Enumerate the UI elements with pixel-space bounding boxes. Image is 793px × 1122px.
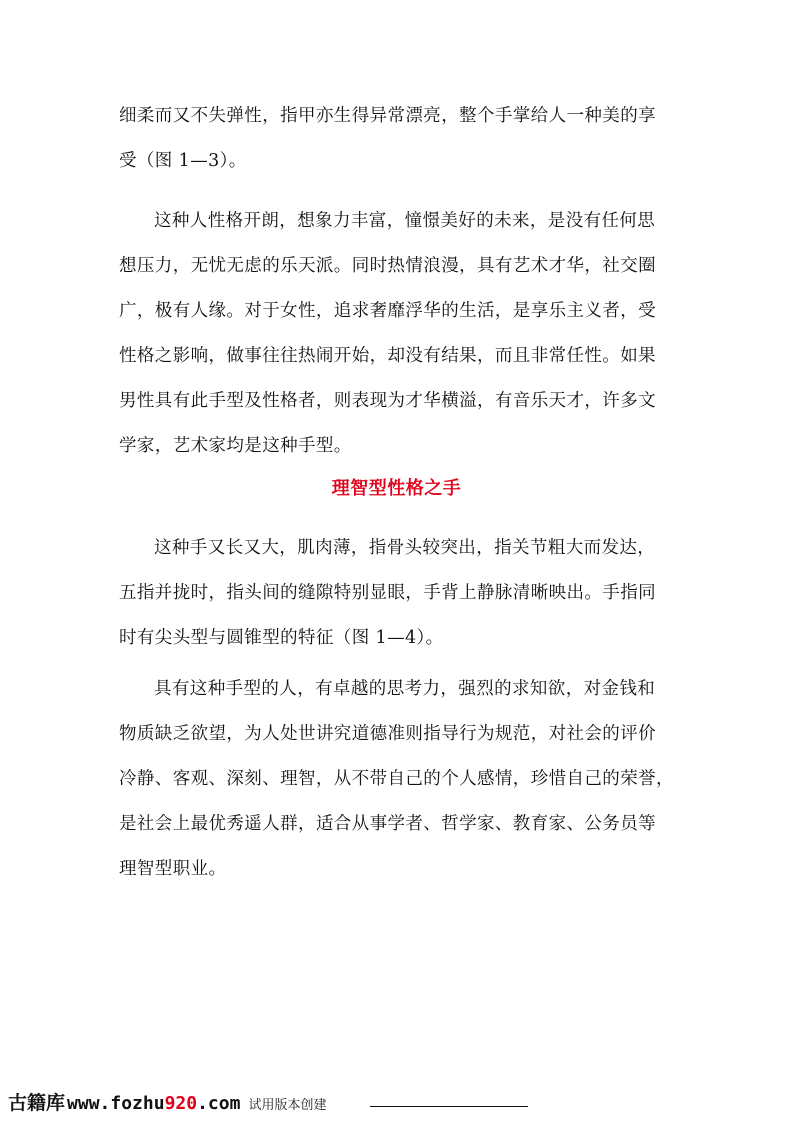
trial-version-note: 试用版本创建 (248, 1098, 327, 1113)
text-line: 细柔而又不失弹性，指甲亦生得异常漂亮，整个手掌给人一种美的享 (119, 106, 656, 126)
text-line: 物质缺乏欲望，为人处世讲究道德准则指导行为规范，对社会的评价 (119, 724, 656, 744)
paragraph-3 (119, 526, 679, 661)
paragraph-1 (119, 94, 679, 184)
text-line: 这种手又长又大，肌肉薄，指骨头较突出，指关节粗大而发达， (154, 538, 656, 558)
text-line: 时有尖头型与圆锥型的特征（图 1—4）。 (119, 628, 444, 648)
text-line: 性格之影响，做事往往热闹开始，却没有结果，而且非常任性。如果 (119, 346, 656, 366)
text-line: 学家，艺术家均是这种手型。 (119, 436, 352, 456)
section-heading: 理智型性格之手 (331, 478, 462, 499)
text-line: 这种人性格开朗，想象力丰富，憧憬美好的未来，是没有任何思 (154, 211, 656, 231)
text-line: 理智型职业。 (119, 859, 227, 879)
text-line: 具有这种手型的人，有卓越的思考力，强烈的求知欲，对金钱和 (154, 679, 656, 699)
text-line: 五指并拢时，指头间的缝隙特别显眼，手背上静脉清晰映出。手指同 (119, 583, 656, 603)
text-line: 想压力，无忧无虑的乐天派。同时热情浪漫，具有艺术才华，社交圈 (119, 256, 656, 276)
url-number: 920 (164, 1093, 198, 1114)
paragraph-4 (119, 667, 679, 892)
text-line: 男性具有此手型及性格者，则表现为才华横溢，有音乐天才，许多文 (119, 391, 656, 411)
text-line: 是社会上最优秀遥人群，适合从事学者、哲学家、教育家、公务员等 (119, 814, 656, 834)
footer-logo: 古籍库 (8, 1092, 66, 1114)
paragraph-2 (119, 199, 679, 469)
text-line: 受（图 1—3）。 (119, 151, 247, 171)
url-prefix: www.fozhu (67, 1093, 165, 1114)
footer-watermark (8, 1088, 326, 1118)
url-suffix: .com (197, 1093, 241, 1114)
footer-url[interactable] (67, 1093, 240, 1114)
text-line: 冷静、客观、深刻、理智，从不带自己的个人感情，珍惜自己的荣誉， (119, 769, 674, 789)
text-line: 广，极有人缘。对于女性，追求奢靡浮华的生活，是享乐主义者，受 (119, 301, 656, 321)
footer-underline (370, 1106, 528, 1107)
